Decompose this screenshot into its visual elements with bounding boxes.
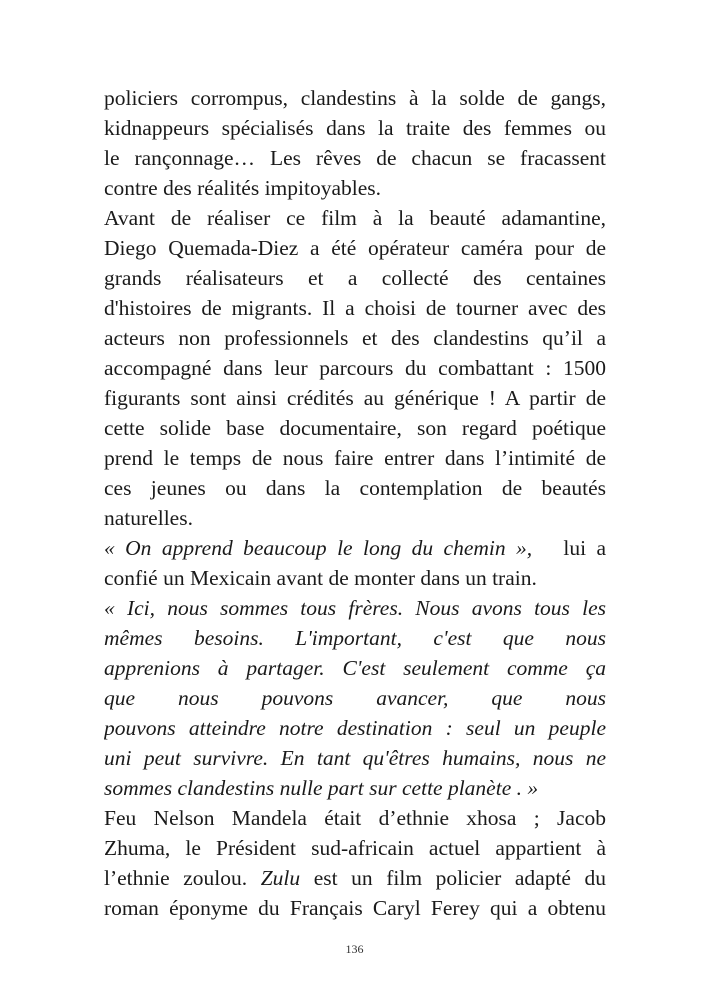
quote-line: « Ici, nous sommes tous frères. Nous avons tous les (104, 596, 606, 620)
quote-line: apprenions à partager. C'est seulement comme ça (104, 656, 606, 680)
quote-line: sommes clandestins nulle part sur cette planète . » (104, 776, 539, 800)
body-line: grands réalisateurs et a collecté des centaines (104, 266, 606, 290)
body-line: Avant de réaliser ce film à la beauté adamantine, (104, 206, 606, 230)
body-line: Zhuma, le Président sud-africain actuel appartient à (104, 836, 606, 860)
document-page (104, 83, 606, 923)
body-line: figurants sont ainsi crédités au générique ! A partir de (104, 386, 606, 410)
body-line: prend le temps de nous faire entrer dans l’intimité de (104, 446, 606, 470)
body-line: accompagné dans leur parcours du combattant : 1500 (104, 356, 606, 380)
body-line: d'histoires de migrants. Il a choisi de tourner avec des (104, 296, 606, 320)
body-line: roman éponyme du Français Caryl Ferey qui a obtenu (104, 896, 606, 920)
body-text: l’ethnie zoulou. (104, 866, 248, 890)
body-line: naturelles. (104, 506, 193, 530)
body-line: Diego Quemada-Diez a été opérateur caméra pour de (104, 236, 606, 260)
quote-line: que nous pouvons avancer, que nous (104, 686, 606, 710)
quote-line: mêmes besoins. L'important, c'est que nous (104, 626, 606, 650)
body-line: ces jeunes ou dans la contemplation de beautés (104, 476, 606, 500)
quote-intro-line (104, 533, 606, 563)
quote-line: pouvons atteindre notre destination : seul un peuple (104, 716, 606, 740)
body-line: kidnappeurs spécialisés dans la traite des femmes ou (104, 116, 606, 140)
quote-line: uni peut survivre. En tant qu'êtres humains, nous ne (104, 746, 606, 770)
film-title: Zulu (260, 866, 301, 890)
body-line: acteurs non professionnels et des clandestins qu’il a (104, 326, 606, 350)
quote-attribution: lui a (563, 536, 606, 560)
page-number: 136 (345, 942, 364, 956)
body-line: Feu Nelson Mandela était d’ethnie xhosa ; Jacob (104, 806, 606, 830)
quote-text: « On apprend beaucoup le long du chemin », (104, 536, 533, 560)
body-line: contre des réalités impitoyables. (104, 176, 382, 200)
body-line: policiers corrompus, clandestins à la solde de gangs, (104, 86, 606, 110)
body-line: le rançonnage… Les rêves de chacun se fracassent (104, 146, 606, 170)
body-line: cette solide base documentaire, son regard poétique (104, 416, 606, 440)
body-text: est un film policier adapté du (313, 866, 606, 890)
body-line (104, 863, 606, 893)
body-line: confié un Mexicain avant de monter dans un train. (104, 566, 537, 590)
